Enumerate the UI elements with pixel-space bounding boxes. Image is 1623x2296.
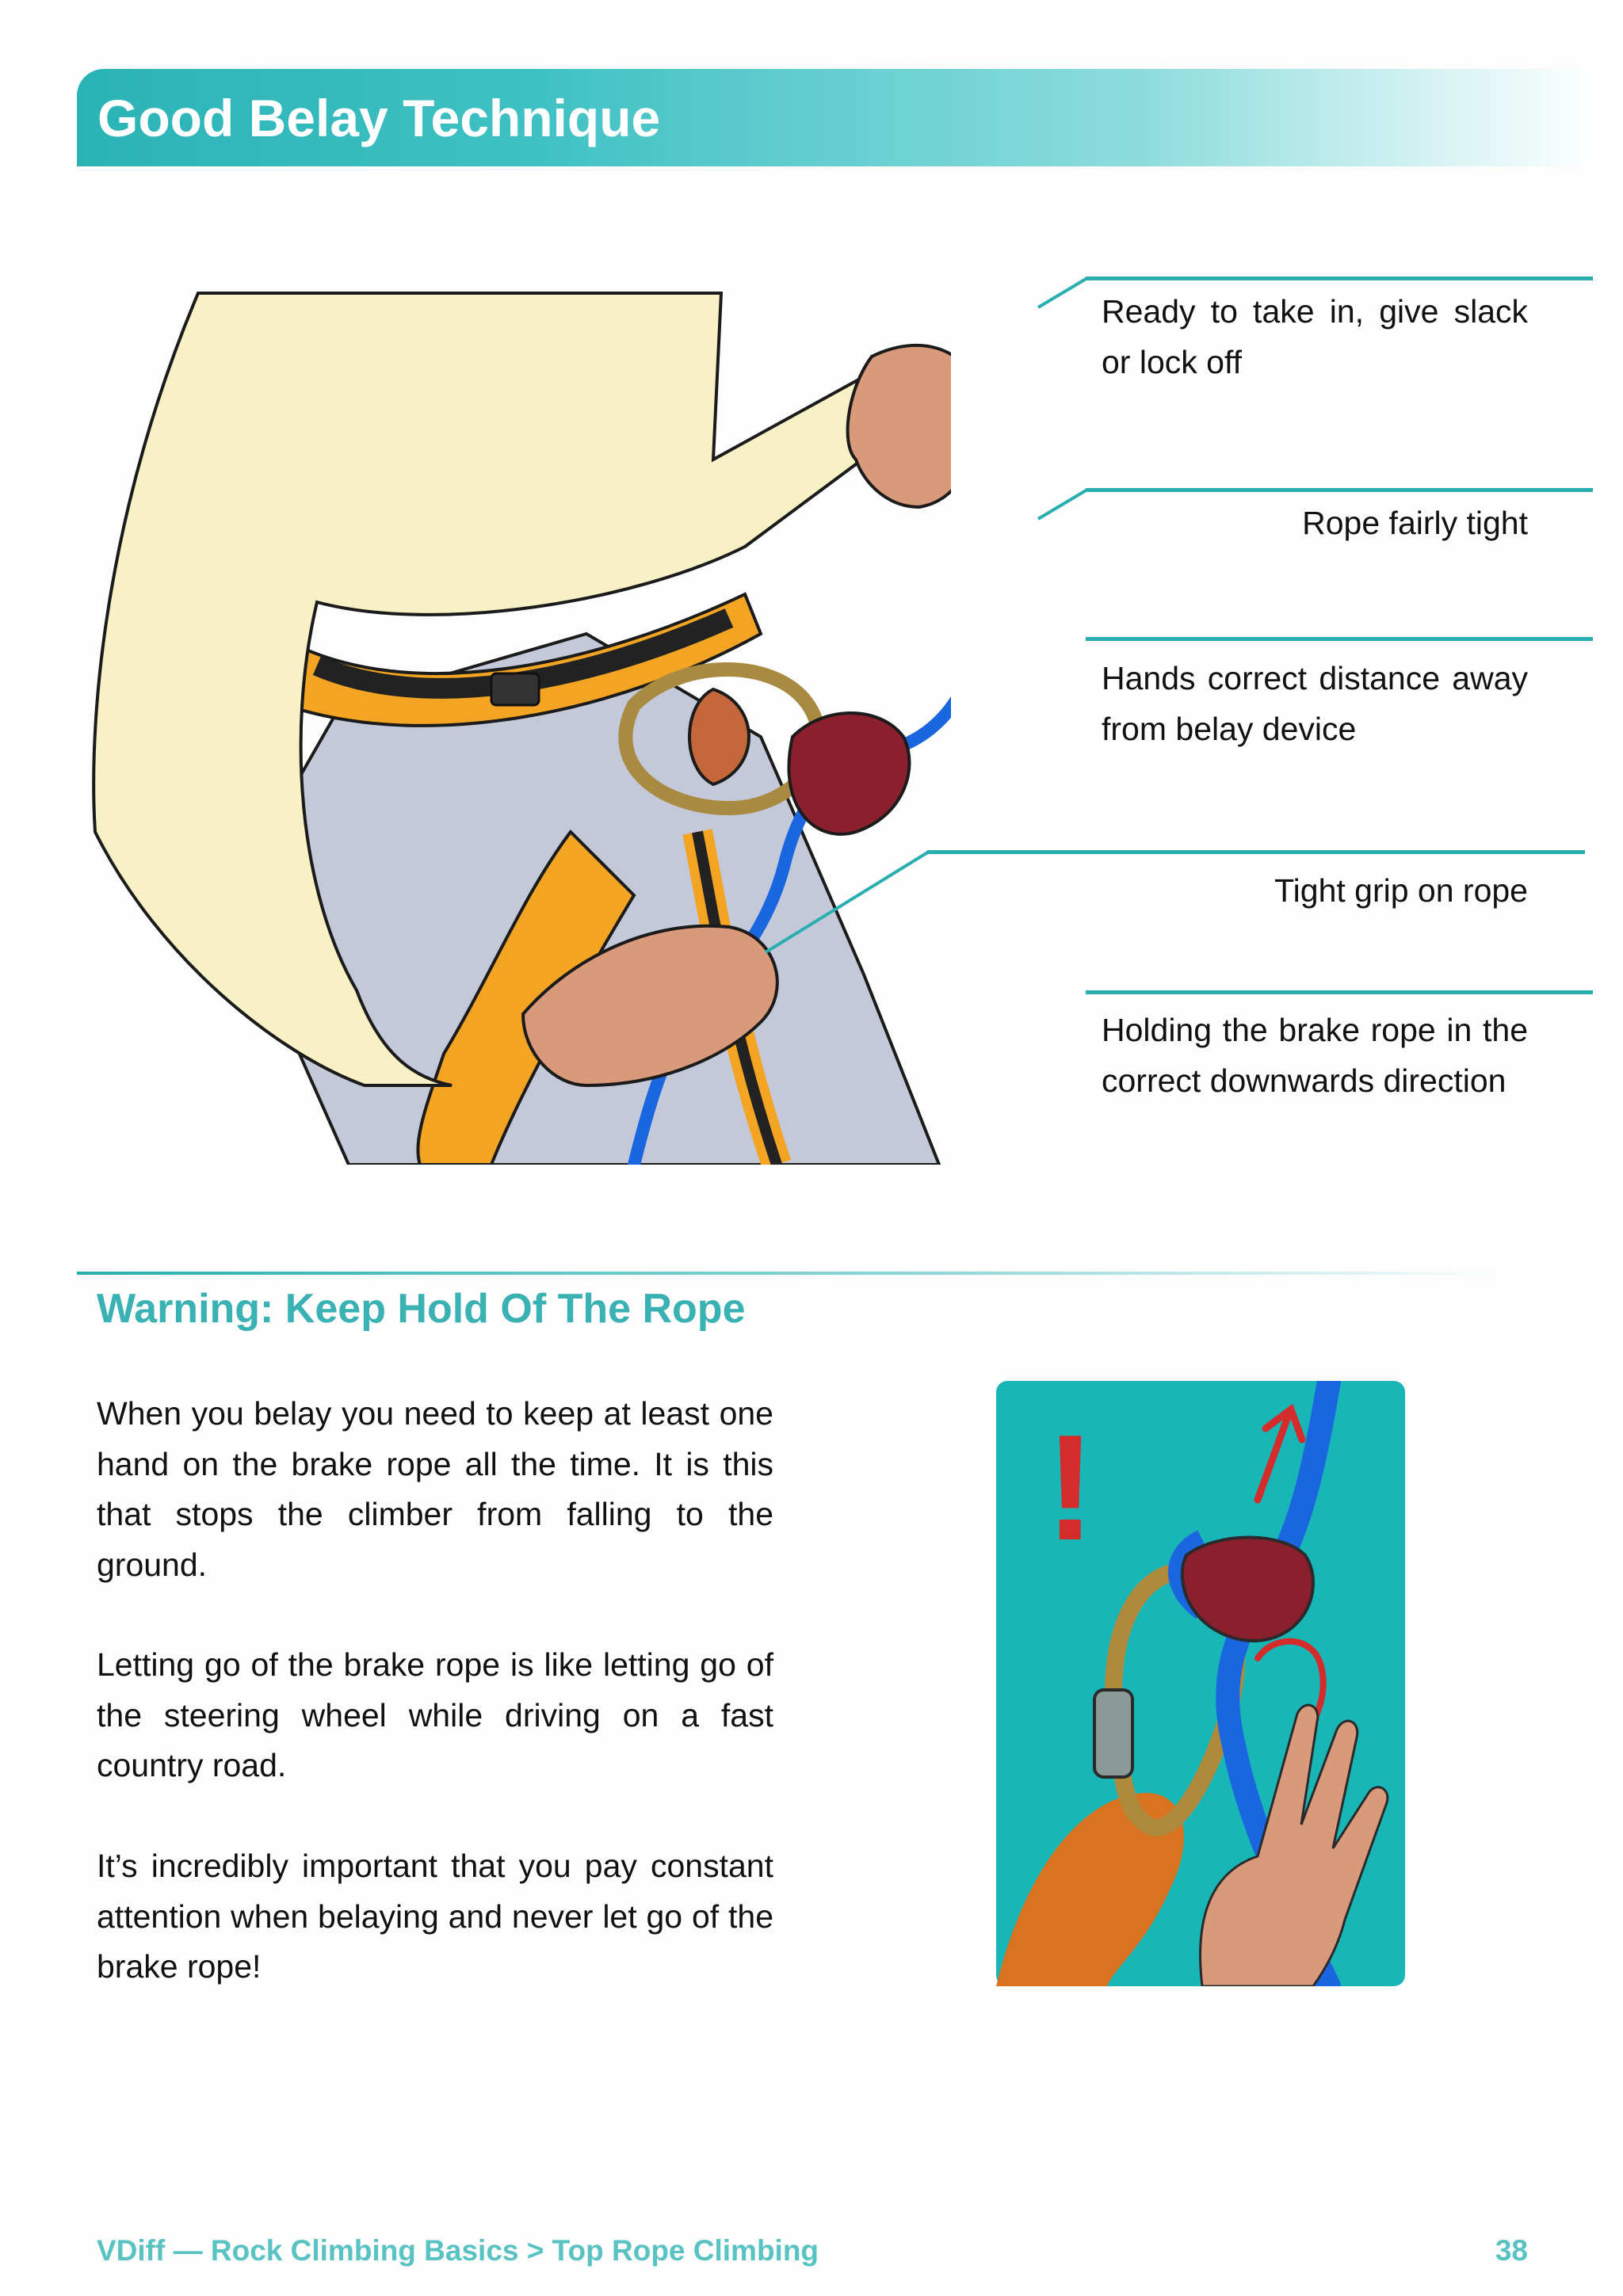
- callout-rope-tight: Rope fairly tight: [1302, 505, 1528, 541]
- warning-paragraph-1: When you belay you need to keep at least one hand on the brake rope all the time. It is this that stops the climber from falling to the ground.: [97, 1395, 773, 1583]
- callout-line-2: [1086, 488, 1593, 492]
- top-hand: [848, 345, 951, 507]
- title-bar: [77, 69, 1598, 166]
- footer-breadcrumb: VDiff — Rock Climbing Basics > Top Rope Climbing: [97, 2234, 819, 2267]
- callout-brake-direction: Holding the brake rope in the correct downwards direction: [1102, 1012, 1528, 1099]
- callout-line-5: [1086, 990, 1593, 994]
- warning-title: Warning: Keep Hold Of The Rope: [97, 1286, 746, 1332]
- page-number: 38: [1495, 2234, 1528, 2267]
- section-divider: [77, 1272, 1519, 1275]
- callout-tight-grip: Tight grip on rope: [1274, 872, 1528, 909]
- warning-illustration: [996, 1381, 1405, 1986]
- exclamation-mark: !: [1045, 1404, 1096, 1572]
- warning-paragraph-2: Letting go of the brake rope is like letting go of the steering wheel while driving on a fast country road.: [97, 1646, 773, 1783]
- belayer-illustration: [79, 261, 951, 1165]
- callout-ready: Ready to take in, give slack or lock off: [1102, 293, 1528, 380]
- warning-paragraph-3: It’s incredibly important that you pay constant attention when belaying and never let go of the brake rope!: [97, 1848, 773, 1985]
- callout-hands-distance: Hands correct distance away from belay device: [1102, 660, 1528, 747]
- callout-line-1: [1086, 277, 1593, 280]
- callout-line-4: [927, 850, 1585, 854]
- screwgate: [1094, 1690, 1132, 1777]
- page-title: Good Belay Technique: [97, 89, 661, 147]
- belay-device: [789, 713, 909, 834]
- callout-line-3: [1086, 637, 1593, 641]
- harness-buckle: [491, 673, 539, 705]
